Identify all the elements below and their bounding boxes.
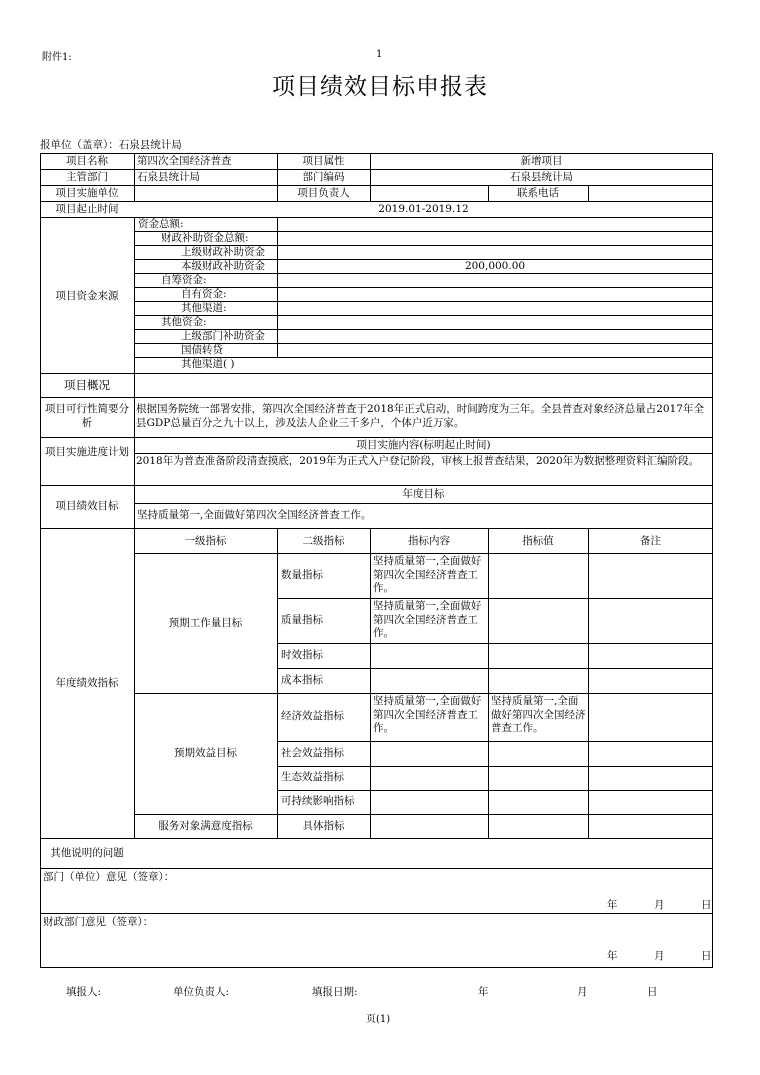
table-line xyxy=(277,217,278,358)
benefit-goal-group: 预期效益目标 xyxy=(174,747,237,759)
table-line xyxy=(134,453,713,454)
feasibility-text: 根据国务院统一部署安排，第四次全国经济普查于2018年正式启动，时间跨度为三年。全县普查对象经济总量占2017年全县GDP总量百分之九十以上，涉及法人企业三千多户，个体户近万家。 xyxy=(136,403,704,429)
workload-goal-group: 预期工作量目标 xyxy=(168,617,243,629)
page-footer-number: 页(1) xyxy=(366,1014,391,1025)
footer-year: 年 xyxy=(478,986,489,998)
dept-opinion-month: 月 xyxy=(654,899,665,911)
dept-opinion-label: 部门（单位）意见（签章）： xyxy=(43,871,175,883)
table-line xyxy=(134,153,135,201)
dept-opinion-day: 日 xyxy=(701,899,712,911)
col-header-level1: 一级指标 xyxy=(184,535,227,547)
table-line xyxy=(40,373,713,374)
table-line xyxy=(40,485,713,486)
table-line xyxy=(134,273,713,274)
table-line xyxy=(40,913,713,914)
funding-item-label: 其他资金: xyxy=(161,316,207,328)
table-line xyxy=(40,153,41,968)
table-line xyxy=(40,437,713,438)
table-line xyxy=(134,814,713,815)
table-line xyxy=(277,668,713,669)
footer-day: 日 xyxy=(647,986,658,998)
overview-label: 项目概况 xyxy=(64,378,110,392)
indicator-level2: 社会效益指标 xyxy=(281,747,344,759)
col-header-value: 指标值 xyxy=(522,535,554,547)
annual-indicators-label: 年度绩效指标 xyxy=(55,677,119,689)
indicator-content: 坚持质量第一,全面做好第四次全国经济普查工作。 xyxy=(373,555,482,594)
indicator-level2: 具体指标 xyxy=(302,820,345,832)
project-name-label: 项目名称 xyxy=(66,155,108,167)
table-line xyxy=(40,868,713,869)
annual-goal-header: 年度目标 xyxy=(402,488,445,500)
indicator-level2: 质量指标 xyxy=(281,614,323,626)
dept-opinion-year: 年 xyxy=(607,899,618,911)
indicator-content: 坚持质量第一,全面做好第四次全国经济普查工作。 xyxy=(373,695,482,734)
feasibility-label: 项目可行性简要分析 xyxy=(45,403,129,429)
table-line xyxy=(277,643,713,644)
table-line xyxy=(712,153,713,968)
funding-item-label: 上级财政补助资金 xyxy=(181,246,265,258)
table-line xyxy=(277,528,278,839)
indicator-content: 坚持质量第一,全面做好第四次全国经济普查工作。 xyxy=(373,600,482,639)
unit-head-label: 单位负责人: xyxy=(173,986,230,998)
funding-item-label: 资金总额: xyxy=(138,218,184,230)
table-line xyxy=(134,693,713,694)
table-line xyxy=(134,217,135,839)
period-label: 项目起止时间 xyxy=(55,203,119,215)
table-line xyxy=(40,528,713,529)
project-name-value: 第四次全国经济普查 xyxy=(137,155,232,167)
table-line xyxy=(277,766,713,767)
table-line xyxy=(588,528,589,839)
annual-goal-text: 坚持质量第一,全面做好第四次全国经济普查工作。 xyxy=(137,509,372,521)
finance-opinion-month: 月 xyxy=(654,950,665,962)
phone-label: 联系电话 xyxy=(517,187,559,199)
impl-unit-label: 项目实施单位 xyxy=(55,187,119,199)
indicator-level2: 数量指标 xyxy=(281,569,323,581)
dept-value: 石泉县统计局 xyxy=(137,171,200,183)
funding-label: 项目资金来源 xyxy=(55,290,119,302)
period-value: 2019.01-2019.12 xyxy=(378,203,469,215)
table-line xyxy=(40,201,713,202)
project-attr-value: 新增项目 xyxy=(520,155,563,167)
indicator-level2: 可持续影响指标 xyxy=(281,795,355,807)
table-line xyxy=(277,790,713,791)
other-notes-label: 其他说明的问题 xyxy=(50,847,124,859)
reporting-unit: 报单位（盖章）：石泉县统计局 xyxy=(40,139,182,151)
funding-item-label: 其他渠道: xyxy=(181,302,227,314)
schedule-header: 项目实施内容(标明起止时间) xyxy=(356,439,491,451)
schedule-text: 2018年为普查准备阶段清查摸底，2019年为正式入户登记阶段，审核上报普查结果，2020年为数据整理资料汇编阶段。 xyxy=(136,455,700,467)
col-header-note: 备注 xyxy=(640,535,661,547)
table-line xyxy=(370,528,371,839)
indicator-level2: 成本指标 xyxy=(281,674,323,686)
col-header-level2: 二级指标 xyxy=(302,535,345,547)
report-form xyxy=(40,153,713,967)
finance-opinion-label: 财政部门意见（签章）： xyxy=(43,916,154,928)
filler-label: 填报人: xyxy=(66,986,102,998)
page-number-top: 1 xyxy=(376,49,383,60)
fill-date-label: 填报日期: xyxy=(312,986,358,998)
table-line xyxy=(40,967,713,968)
funding-item-label: 财政补助资金总额: xyxy=(161,232,249,244)
project-attr-label: 项目属性 xyxy=(302,155,345,167)
satisfaction-group: 服务对象满意度指标 xyxy=(158,820,253,832)
table-line xyxy=(277,598,713,599)
table-line xyxy=(134,553,713,554)
table-line xyxy=(134,503,713,504)
funding-item-label: 自筹资金: xyxy=(161,274,207,286)
table-line xyxy=(40,185,713,186)
funding-item-label: 其他渠道( ) xyxy=(181,358,235,370)
owner-label: 项目负责人 xyxy=(297,187,350,199)
attachment-label: 附件1: xyxy=(42,52,72,63)
table-line xyxy=(40,169,713,170)
dept-label: 主管部门 xyxy=(66,171,108,183)
table-line xyxy=(40,397,713,398)
col-header-content: 指标内容 xyxy=(408,535,450,547)
page-title: 项目绩效目标申报表 xyxy=(272,74,488,100)
funding-item-label: 国债转贷 xyxy=(181,344,223,356)
dept-code-label: 部门编码 xyxy=(302,171,345,183)
finance-opinion-day: 日 xyxy=(701,950,712,962)
finance-opinion-year: 年 xyxy=(607,950,618,962)
table-line xyxy=(488,528,489,839)
funding-item-label: 上级部门补助资金 xyxy=(181,330,265,342)
table-line xyxy=(277,741,713,742)
indicator-level2: 经济效益指标 xyxy=(281,710,344,722)
schedule-label: 项目实施进度计划 xyxy=(45,446,129,458)
indicator-value: 坚持质量第一,全面做好第四次全国经济普查工作。 xyxy=(491,695,586,734)
table-line xyxy=(588,185,589,201)
footer-month: 月 xyxy=(577,986,588,998)
perf-goal-label: 项目绩效目标 xyxy=(55,500,119,512)
funding-item-label: 本级财政补助资金 xyxy=(181,260,265,272)
table-line xyxy=(40,153,713,154)
table-line xyxy=(40,838,713,839)
funding-item-label: 自有资金: xyxy=(181,288,227,300)
table-line xyxy=(134,315,713,316)
dept-code-value: 石泉县统计局 xyxy=(510,171,573,183)
local-finance-amount: 200,000.00 xyxy=(464,260,526,272)
indicator-level2: 生态效益指标 xyxy=(281,771,344,783)
indicator-level2: 时效指标 xyxy=(281,649,323,661)
